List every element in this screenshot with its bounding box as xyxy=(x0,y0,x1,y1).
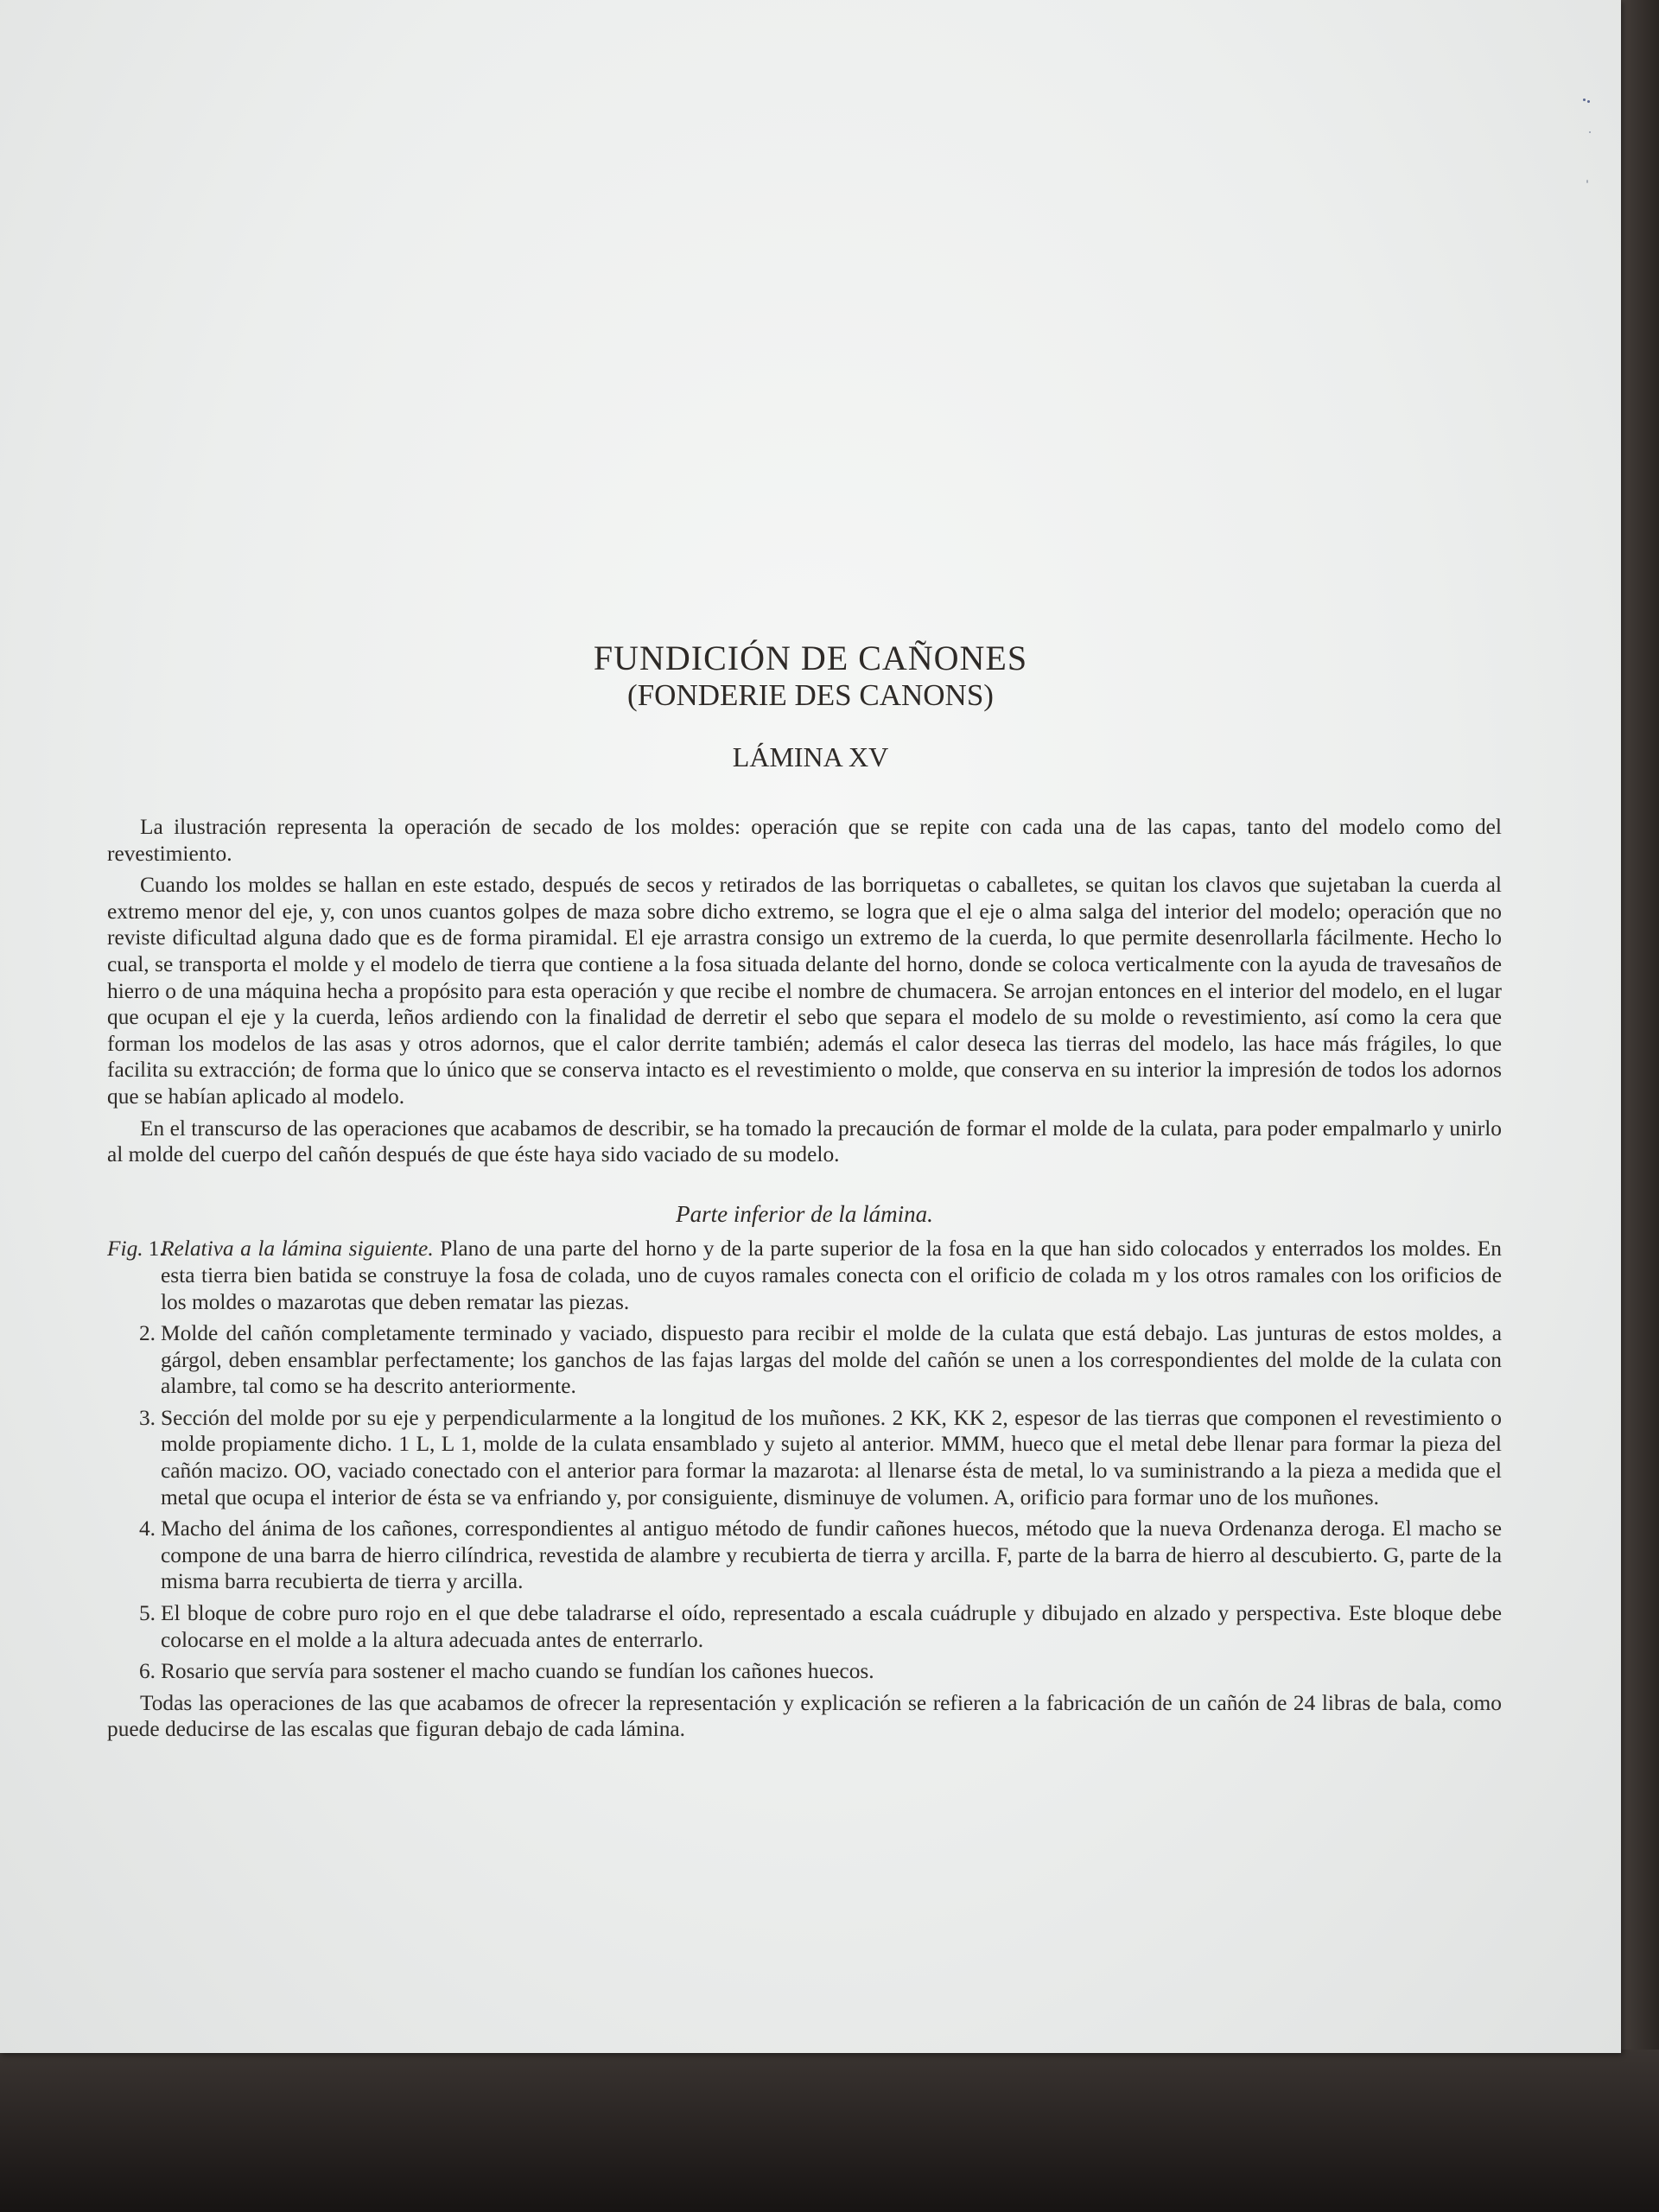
figure-number: 2. xyxy=(138,1321,156,1346)
page-title: FUNDICIÓN DE CAÑONES xyxy=(593,639,1028,677)
figure-label xyxy=(107,1236,165,1262)
figure-item xyxy=(107,1405,1502,1510)
figure-lead: Relativa a la lámina siguiente. xyxy=(161,1236,441,1262)
page-subtitle: (FONDERIE DES CANONS) xyxy=(627,678,994,712)
plate-heading: LÁMINA XV xyxy=(732,741,889,772)
figure-text: Sección del molde por su eje y perpendicularmente a la longitud de los muñones. 2 KK, KK 2, espesor de las tierras que componen el revestimiento o molde propiamente dicho. 1 L, L 1, molde de la culata ensamblado y sujeto al anterior. MMM, hueco que el metal debe llenar para formar la pieza del cañón macizo. OO, vaciado conectado con el anterior para formar la mazarota: al llenarse ésta de metal, lo va suministrando a la pieza a medida que el metal que ocupa el interior de ésta se va enfriando y, por consiguiente, disminuye de volumen. A, orificio para formar uno de los muñones. xyxy=(161,1405,1502,1510)
figure-list xyxy=(107,1236,1502,1685)
figure-item xyxy=(107,1236,1502,1315)
figure-text: Molde del cañón completamente terminado y vaciado, dispuesto para recibir el molde de la culata que está debajo. Las junturas de estos moldes, a gárgol, deben ensamblar perfectamente; los ganchos de las fajas largas del molde del cañón se unen a los correspondientes del molde de la culata con alambre, tal como se ha descrito anteriormente. xyxy=(161,1321,1502,1399)
figure-item xyxy=(107,1320,1502,1400)
page-header xyxy=(0,639,1621,774)
ink-specks xyxy=(1580,93,1597,197)
page-edge-shadow xyxy=(1618,0,1659,2050)
ink-speck xyxy=(1583,99,1586,101)
process-paragraph: Cuando los moldes se hallan en este estado, después de secos y retirados de las borriquetas o caballetes, se quitan los clavos que sujetaban la cuerda al extremo menor del eje, y, con unos cuantos golpes de maza sobre dicho extremo, se logra que el eje o alma salga del interior del modelo; operación que no reviste dificultad alguna dado que es de forma piramidal. El eje arrastra consigo un extremo de la cuerda, lo que permite desenrollarla fácilmente. Hecho lo cual, se transporta el molde y el modelo de tierra que contiene a la fosa situada delante del horno, donde se coloca verticalmente con la ayuda de travesaños de hierro o de una máquina hecha a propósito para esta operación y que recibe el nombre de chumacera. Se arrojan entonces en el interior del modelo, en el lugar que ocupan el eje y la cuerda, leños ardiendo con la finalidad de derretir el sebo que separa el modelo de su molde o revestimiento, así como la cera que forman los modelos de las asas y otros adornos, que el calor derrite también; además el calor deseca las tierras del modelo, las hace más frágiles, lo que facilita su extracción; de forma que lo único que se conserva intacto es el revestimiento o molde, que conserva en su interior la impresión de todos los adornos que se habían aplicado al modelo. xyxy=(107,873,1502,1109)
table-surface xyxy=(0,2050,1659,2212)
figure-text: El bloque de cobre puro rojo en el que debe taladrarse el oído, representado a escala cuádruple y dibujado en alzado y perspectiva. Este bloque debe colocarse en el molde a la altura adecuada antes de enterrarlo. xyxy=(161,1601,1502,1652)
figure-item xyxy=(107,1600,1502,1653)
ink-speck xyxy=(1587,100,1590,103)
intro-paragraph: La ilustración representa la operación de secado de los moldes: operación que se repite con cada una de las capas, tanto del modelo como del revestimiento. xyxy=(107,815,1502,866)
figure-prefix: Fig. xyxy=(107,1236,143,1262)
ink-speck xyxy=(1589,131,1591,133)
figure-text: Rosario que servía para sostener el macho cuando se fundían los cañones huecos. xyxy=(161,1659,874,1684)
breech-paragraph: En el transcurso de las operaciones que acabamos de describir, se ha tomado la precaución de formar el molde de la culata, para poder empalmarlo y unirlo al molde del cuerpo del cañón después de que éste haya sido vaciado de su modelo. xyxy=(107,1116,1502,1167)
figure-item xyxy=(107,1658,1502,1685)
figure-number: 6. xyxy=(138,1659,156,1684)
section-heading: Parte inferior de la lámina. xyxy=(676,1200,933,1227)
figure-item xyxy=(107,1516,1502,1595)
page-body xyxy=(107,814,1502,1748)
figure-number: 1. xyxy=(148,1236,165,1262)
figure-text: Plano de una parte del horno y de la parte superior de la fosa en la que han sido colocados y enterrados los moldes. En esta tierra bien batida se construye la fosa de colada, uno de cuyos ramales conecta con el orificio de colada m y los otros ramales con los orificios de los moldes o mazarotas que deben rematar las piezas. xyxy=(161,1236,1502,1314)
ink-speck xyxy=(1586,180,1588,183)
figure-text: Macho del ánima de los cañones, correspondientes al antiguo método de fundir cañones huecos, método que la nueva Ordenanza deroga. El macho se compone de una barra de hierro cilíndrica, revestida de alambre y recubierta de tierra y arcilla. F, parte de la barra de hierro al descubierto. G, parte de la misma barra recubierta de tierra y arcilla. xyxy=(161,1516,1502,1594)
figure-number: 4. xyxy=(138,1516,156,1541)
closing-paragraph: Todas las operaciones de las que acabamos de ofrecer la representación y explicación se refieren a la fabricación de un cañón de 24 libras de bala, como puede deducirse de las escalas que figuran debajo de cada lámina. xyxy=(107,1690,1502,1742)
figure-number: 3. xyxy=(138,1405,156,1430)
figure-number: 5. xyxy=(138,1601,156,1626)
